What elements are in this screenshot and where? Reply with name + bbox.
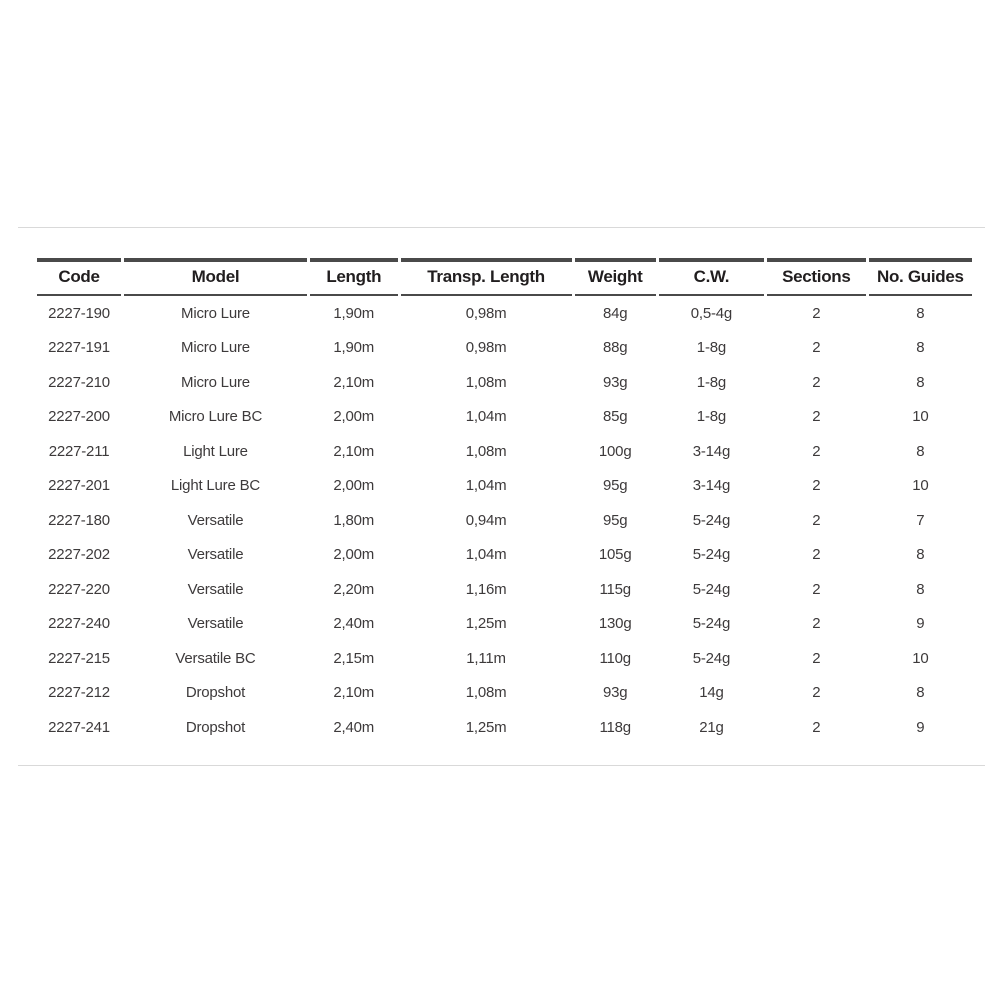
column-header: Transp. Length bbox=[401, 258, 572, 296]
table-cell: 2227-180 bbox=[48, 511, 110, 529]
table-row bbox=[37, 331, 972, 366]
table-cell: 5-24g bbox=[692, 511, 731, 529]
table-cell: 9 bbox=[916, 615, 925, 633]
table-cell: 2,10m bbox=[333, 684, 375, 702]
top-divider-rule bbox=[18, 227, 985, 228]
table-cell: 110g bbox=[599, 649, 631, 667]
table-cell: 2 bbox=[812, 649, 821, 667]
table-cell: 1-8g bbox=[696, 339, 727, 357]
table-cell: 1,11m bbox=[466, 649, 506, 667]
table-cell: 8 bbox=[916, 304, 925, 322]
table-cell: 2,00m bbox=[333, 408, 375, 426]
table-row bbox=[37, 434, 972, 469]
table-cell: 9 bbox=[916, 718, 925, 736]
table-row bbox=[37, 607, 972, 642]
table-cell: 2227-215 bbox=[48, 649, 110, 667]
table-row bbox=[37, 538, 972, 573]
table-cell: 3-14g bbox=[692, 442, 731, 460]
table-cell: 2227-201 bbox=[48, 477, 110, 495]
table-cell: 2 bbox=[812, 546, 821, 564]
table-cell: Micro Lure bbox=[181, 373, 250, 391]
table-cell: 1,90m bbox=[333, 304, 375, 322]
table-cell: 2227-240 bbox=[48, 615, 110, 633]
column-header: Weight bbox=[575, 258, 656, 296]
column-header: Sections bbox=[767, 258, 866, 296]
table-cell: 1,25m bbox=[465, 615, 507, 633]
column-header: Length bbox=[310, 258, 398, 296]
table-cell: 0,98m bbox=[465, 339, 507, 357]
table-cell: 2 bbox=[812, 477, 821, 495]
table-cell: 2227-191 bbox=[48, 339, 110, 357]
table-cell: 2227-210 bbox=[48, 373, 110, 391]
table-row bbox=[37, 469, 972, 504]
table-cell: 21g bbox=[699, 718, 724, 736]
table-cell: 0,5-4g bbox=[690, 304, 733, 322]
table-cell: Dropshot bbox=[185, 718, 246, 736]
table-cell: 2227-220 bbox=[48, 580, 110, 598]
table-cell: 2,40m bbox=[333, 615, 375, 633]
table-cell: 2227-212 bbox=[48, 684, 110, 702]
table-cell: 8 bbox=[916, 546, 925, 564]
table-cell: 1,90m bbox=[333, 339, 375, 357]
table-row bbox=[37, 503, 972, 538]
table-row bbox=[37, 710, 972, 745]
table-cell: 8 bbox=[916, 684, 925, 702]
table-cell: 93g bbox=[602, 373, 628, 391]
table-cell: 2227-211 bbox=[48, 442, 110, 460]
table-cell: 2 bbox=[812, 615, 821, 633]
table-cell: 8 bbox=[916, 580, 925, 598]
table-cell: 88g bbox=[602, 339, 628, 357]
table-cell: 2,40m bbox=[333, 718, 375, 736]
table-cell: Light Lure BC bbox=[170, 477, 261, 495]
table-cell: Micro Lure bbox=[181, 339, 250, 357]
column-header: No. Guides bbox=[869, 258, 972, 296]
table-cell: 8 bbox=[916, 442, 925, 460]
table-cell: 2,15m bbox=[333, 649, 375, 667]
table-row bbox=[37, 296, 972, 331]
table-cell: 2,00m bbox=[333, 477, 375, 495]
table-cell: 3-14g bbox=[692, 477, 731, 495]
table-cell: Versatile bbox=[187, 546, 244, 564]
table-cell: 10 bbox=[912, 649, 929, 667]
table-cell: Versatile bbox=[187, 580, 244, 598]
table-cell: 1,08m bbox=[465, 442, 507, 460]
table-cell: 2,10m bbox=[333, 442, 375, 460]
table-cell: 118g bbox=[599, 718, 631, 736]
table-cell: 2227-200 bbox=[48, 408, 110, 426]
table-cell: 1,04m bbox=[465, 477, 507, 495]
table-cell: 2 bbox=[812, 718, 821, 736]
table-cell: 1,08m bbox=[465, 684, 507, 702]
table-cell: 8 bbox=[916, 373, 925, 391]
table-cell: 10 bbox=[912, 408, 929, 426]
table-cell: 2 bbox=[812, 684, 821, 702]
table-cell: 2 bbox=[812, 373, 821, 391]
table-cell: 1-8g bbox=[696, 408, 727, 426]
table-cell: 2,10m bbox=[333, 373, 375, 391]
table-cell: 2 bbox=[812, 339, 821, 357]
spec-table-body bbox=[37, 296, 972, 745]
table-cell: 14g bbox=[699, 684, 724, 702]
table-cell: 85g bbox=[602, 408, 628, 426]
table-cell: 2,00m bbox=[333, 546, 375, 564]
table-cell: Versatile BC bbox=[175, 649, 256, 667]
table-cell: 8 bbox=[916, 339, 925, 357]
table-cell: 0,98m bbox=[465, 304, 507, 322]
bottom-divider-rule bbox=[18, 765, 985, 766]
table-cell: 1,80m bbox=[333, 511, 375, 529]
table-cell: Light Lure bbox=[183, 442, 248, 460]
table-cell: 95g bbox=[602, 511, 628, 529]
table-cell: Dropshot bbox=[185, 684, 246, 702]
table-cell: 115g bbox=[599, 580, 631, 598]
table-cell: 1,25m bbox=[465, 718, 507, 736]
table-cell: 2 bbox=[812, 580, 821, 598]
spec-table-header bbox=[37, 258, 972, 296]
table-cell: 2 bbox=[812, 511, 821, 529]
table-cell: 2 bbox=[812, 304, 821, 322]
table-cell: 7 bbox=[916, 511, 925, 529]
table-cell: 2 bbox=[812, 408, 821, 426]
column-header: Code bbox=[37, 258, 121, 296]
table-cell: 5-24g bbox=[692, 580, 731, 598]
table-row bbox=[37, 641, 972, 676]
table-cell: 1,08m bbox=[465, 373, 507, 391]
table-cell: 0,94m bbox=[465, 511, 507, 529]
table-cell: 100g bbox=[598, 442, 632, 460]
table-cell: 95g bbox=[602, 477, 628, 495]
column-header: Model bbox=[124, 258, 307, 296]
table-cell: 10 bbox=[912, 477, 929, 495]
table-cell: 93g bbox=[602, 684, 628, 702]
table-cell: 1,04m bbox=[465, 546, 507, 564]
table-cell: 1,16m bbox=[465, 580, 507, 598]
table-cell: 2,20m bbox=[333, 580, 375, 598]
column-header: C.W. bbox=[659, 258, 764, 296]
table-row bbox=[37, 676, 972, 711]
table-cell: 5-24g bbox=[692, 615, 731, 633]
table-cell: 5-24g bbox=[692, 649, 731, 667]
table-cell: 105g bbox=[598, 546, 632, 564]
table-cell: Micro Lure BC bbox=[168, 408, 263, 426]
table-cell: 2227-241 bbox=[48, 718, 110, 736]
table-cell: 1-8g bbox=[696, 373, 727, 391]
table-cell: 2 bbox=[812, 442, 821, 460]
table-cell: 130g bbox=[598, 615, 632, 633]
header-row bbox=[37, 258, 972, 296]
spec-table bbox=[34, 258, 975, 745]
table-cell: 5-24g bbox=[692, 546, 731, 564]
table-row bbox=[37, 572, 972, 607]
table-row bbox=[37, 400, 972, 435]
table-cell: Versatile bbox=[187, 511, 244, 529]
table-row bbox=[37, 365, 972, 400]
table-cell: 2227-190 bbox=[48, 304, 110, 322]
table-cell: Versatile bbox=[187, 615, 244, 633]
table-cell: Micro Lure bbox=[181, 304, 250, 322]
table-cell: 1,04m bbox=[465, 408, 507, 426]
table-cell: 2227-202 bbox=[48, 546, 110, 564]
table-cell: 84g bbox=[602, 304, 628, 322]
